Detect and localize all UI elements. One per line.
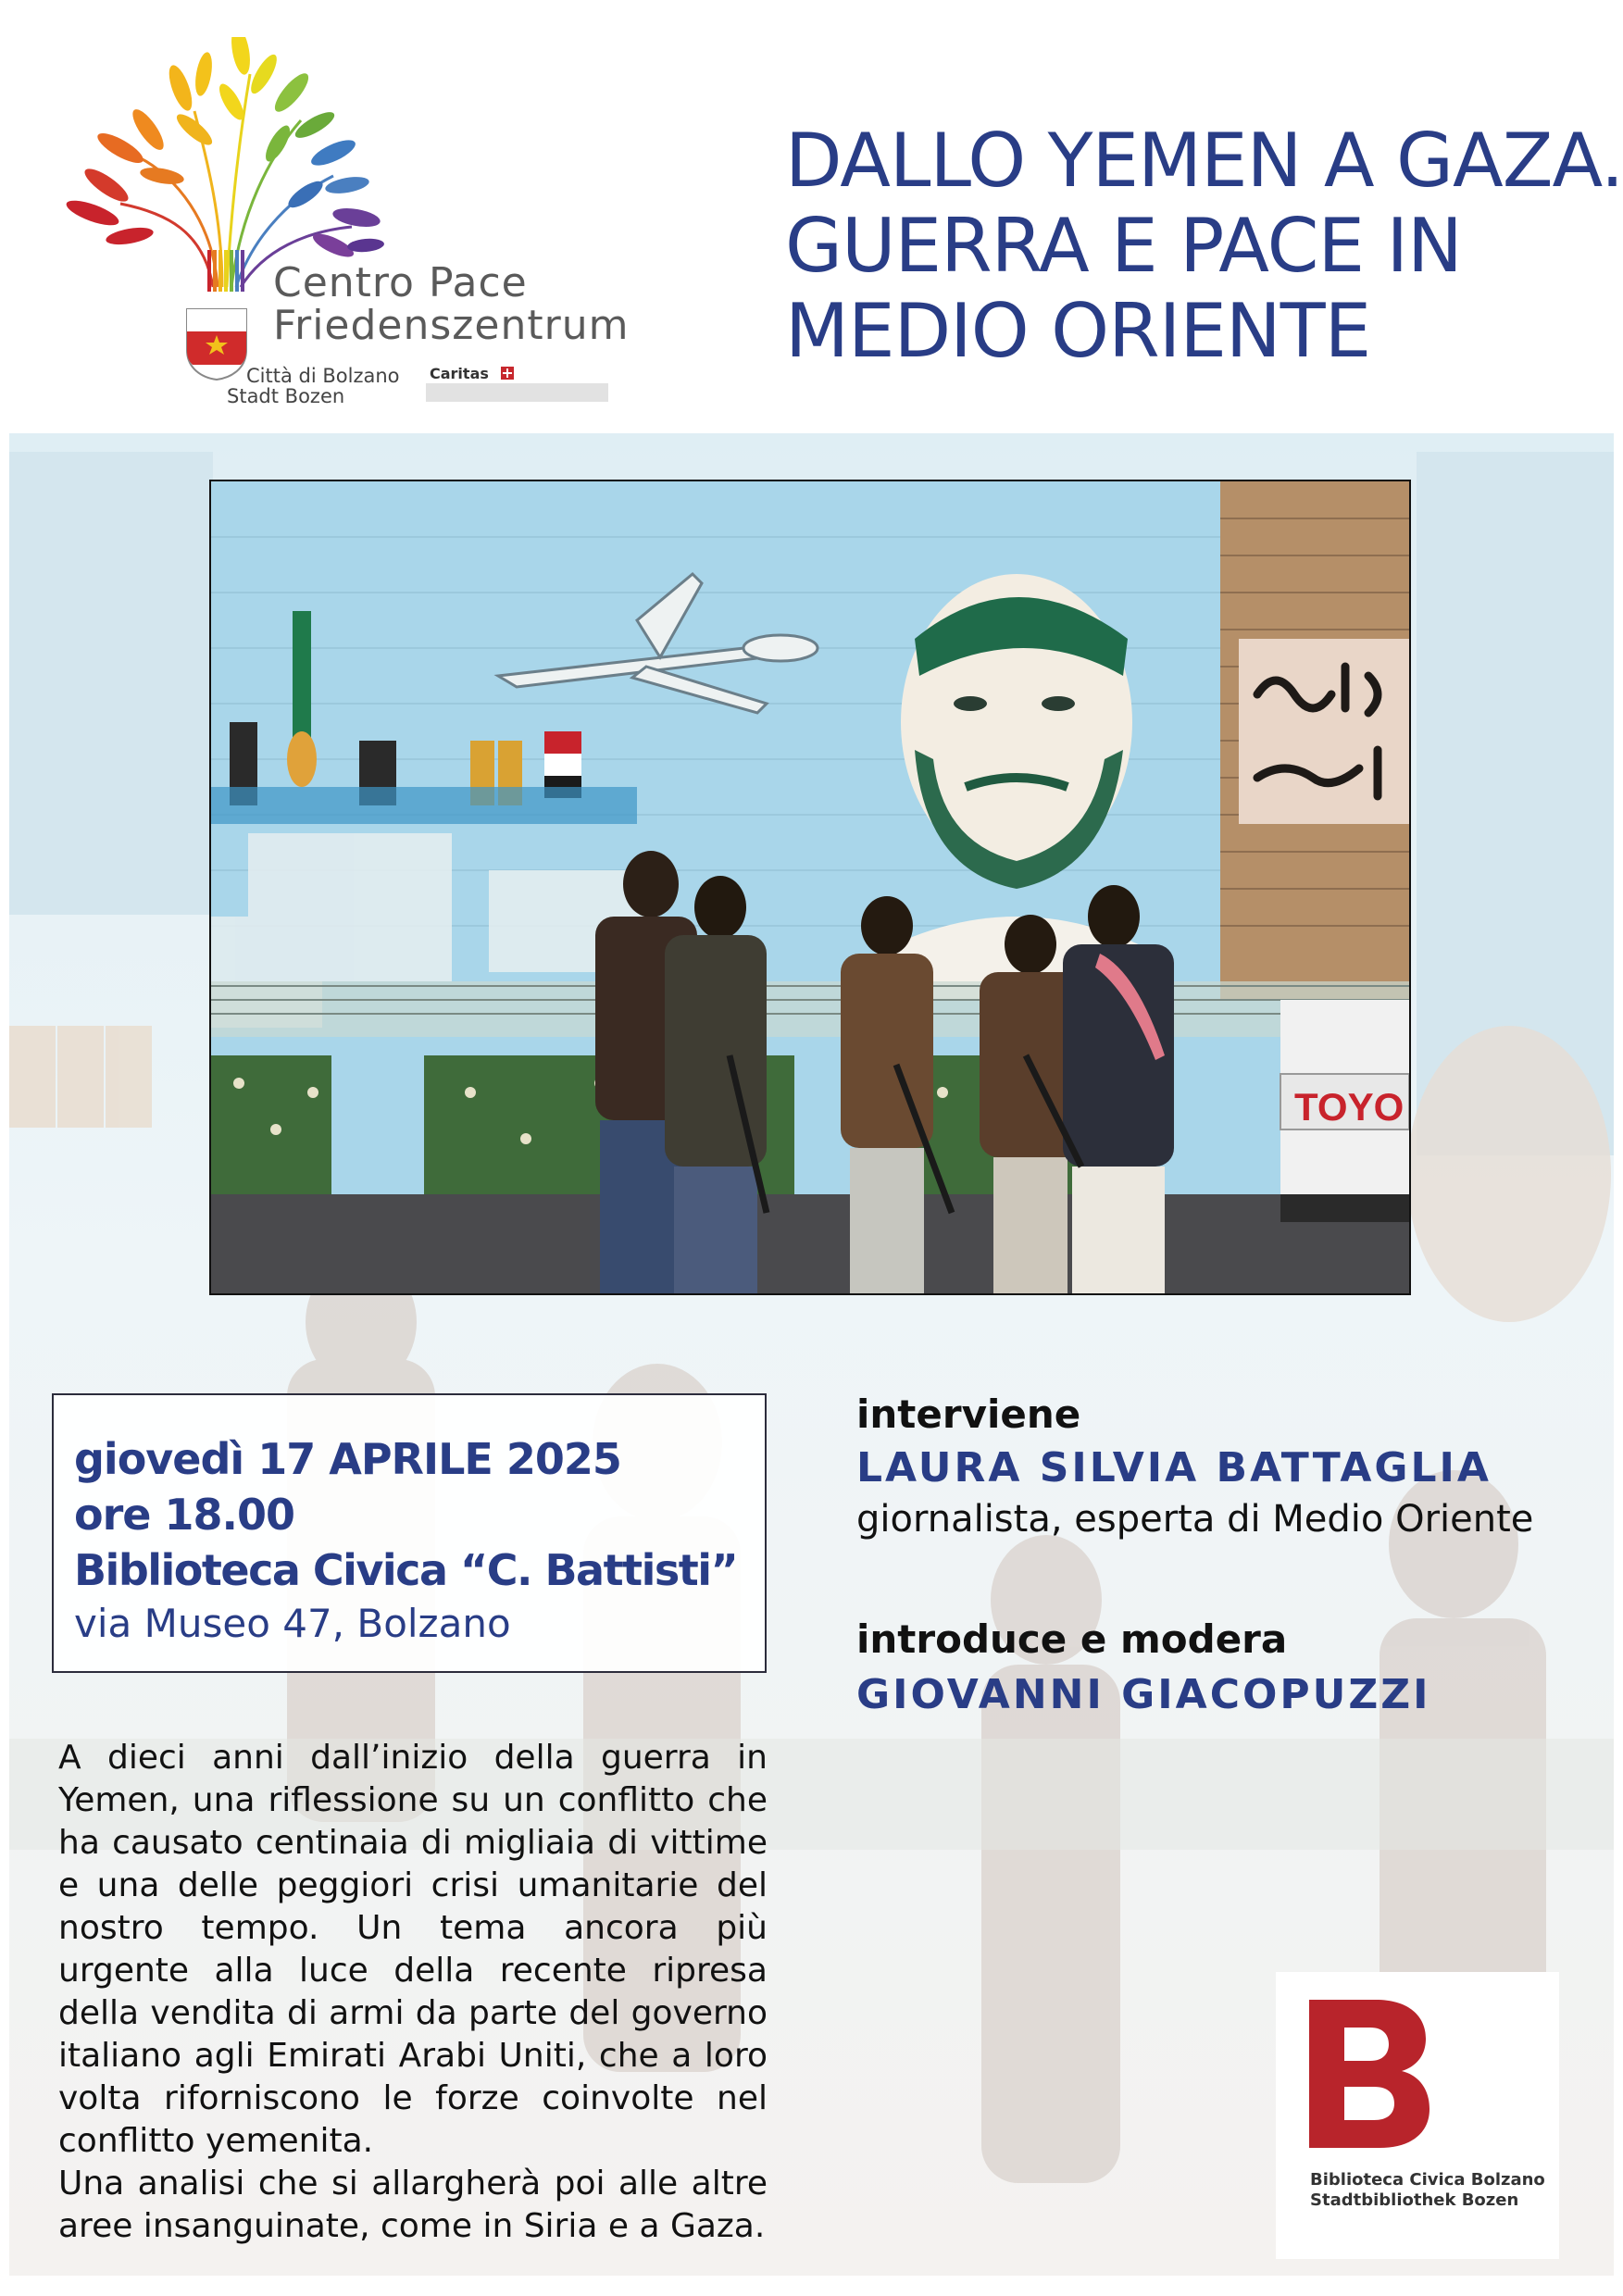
event-photo-mural (209, 480, 1411, 1295)
biblioteca-civica-logo (1276, 1972, 1559, 2259)
caritas-cross-icon (501, 367, 514, 380)
moderator-role: introduce e modera (856, 1616, 1288, 1662)
speaker-name: LAURA SILVIA BATTAGLIA (856, 1444, 1492, 1491)
description-paragraph-1: A dieci anni dall’inizio della guerra in Yemen, una riflessione su un conflitto che ha causato centinaia di migliaia di vittime e una delle peggiori crisi umanitarie del nostro tempo. Un tema ancora più urgente alla luce della recente ripresa della vendita di armi da parte del governo italiano agli Emirati Arabi Uniti, che a loro volta riforniscono le forze coinvolte nel conflitto yemenita. (58, 1739, 768, 2160)
event-description (58, 1737, 768, 2248)
event-address: via Museo 47, Bolzano (74, 1601, 511, 1646)
caritas-name: Caritas (430, 365, 489, 382)
title-line-2: GUERRA E PACE IN (785, 203, 1462, 289)
city-name-italian: Città di Bolzano (246, 365, 400, 387)
caritas-logo (426, 363, 611, 404)
library-name-italian: Biblioteca Civica Bolzano (1310, 2170, 1545, 2190)
centro-pace-logo (56, 37, 630, 417)
moderator-name: GIOVANNI GIACOPUZZI (856, 1671, 1431, 1718)
logo-name-line1: Centro Pace (273, 259, 528, 306)
logo-name-line2: Friedenszentrum (273, 302, 630, 349)
title-line-3: MEDIO ORIENTE (785, 288, 1371, 374)
bolzano-coat-of-arms-icon (185, 307, 248, 381)
speaker-role: interviene (856, 1391, 1081, 1437)
truck-brand-text: TOYO (1294, 1085, 1405, 1129)
caritas-bar (426, 383, 608, 402)
page-title (785, 118, 1623, 374)
title-line-1: DALLO YEMEN A GAZA. (785, 118, 1623, 204)
library-name-german: Stadtbibliothek Bozen (1310, 2190, 1519, 2210)
description-paragraph-2: Una analisi che si allargherà poi alle altre aree insanguinate, come in Siria e a Gaza. (58, 2165, 768, 2245)
event-venue: Biblioteca Civica “C. Battisti” (74, 1545, 738, 1595)
event-date: giovedì 17 APRILE 2025 (74, 1434, 621, 1484)
library-b-logo-icon (1309, 2000, 1429, 2148)
speaker-description: giornalista, esperta di Medio Oriente (856, 1498, 1534, 1541)
mural-street-scene (211, 481, 1409, 1293)
event-time: ore 18.00 (74, 1490, 295, 1540)
event-info-box (52, 1393, 767, 1673)
city-name-german: Stadt Bozen (227, 385, 345, 407)
